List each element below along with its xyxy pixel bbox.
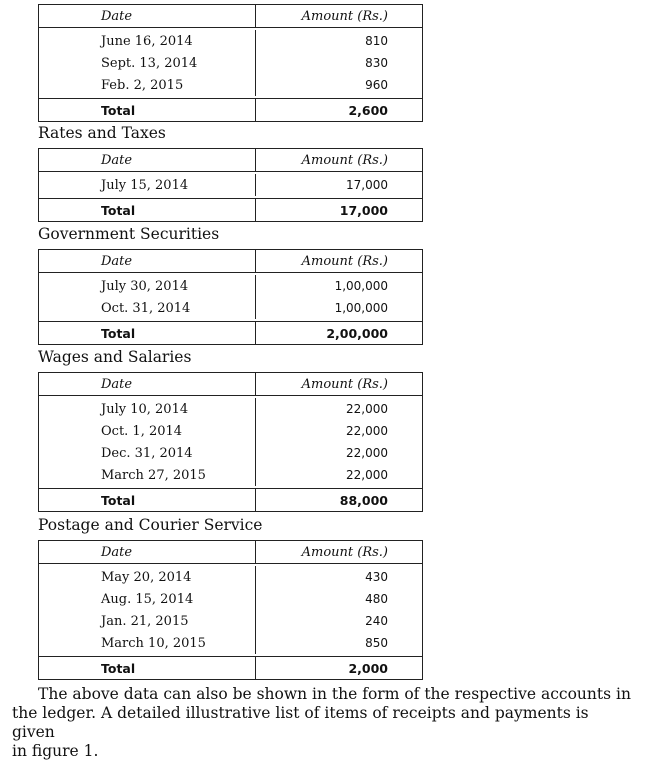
amount-column-header: Amount (Rs.) (301, 544, 388, 560)
date-cell: June 16, 2014 (39, 30, 256, 52)
table-postage-courier (38, 540, 423, 680)
total-amount: 2,00,000 (326, 325, 388, 341)
date-cell: Dec. 31, 2014 (39, 442, 256, 464)
table-header (39, 5, 422, 28)
table-row (39, 420, 422, 442)
total-amount: 88,000 (339, 492, 388, 508)
table-row (39, 275, 422, 297)
body-paragraph (12, 685, 632, 761)
amount-cell: 22,000 (346, 424, 388, 438)
date-column-header: Date (39, 5, 256, 27)
amount-cell: 830 (365, 56, 388, 70)
table-row (39, 174, 422, 196)
table-row (39, 442, 422, 464)
date-cell: Jan. 21, 2015 (39, 610, 256, 632)
total-label: Total (39, 322, 256, 344)
total-row (39, 656, 422, 679)
total-amount: 17,000 (339, 202, 388, 218)
amount-column-header: Amount (Rs.) (301, 253, 388, 269)
total-row (39, 488, 422, 511)
date-cell: Oct. 1, 2014 (39, 420, 256, 442)
section-heading-government-securities: Government Securities (38, 225, 220, 243)
total-label: Total (39, 199, 256, 221)
table-header (39, 250, 422, 273)
paragraph-line: the ledger. A detailed illustrative list of items of receipts and payments is given (12, 704, 589, 741)
amount-cell: 480 (365, 592, 388, 606)
table-row (39, 297, 422, 319)
table-misc (38, 4, 423, 122)
paragraph-line: in figure 1. (12, 742, 99, 760)
table-row (39, 464, 422, 486)
table-row (39, 52, 422, 74)
date-column-header: Date (39, 373, 256, 395)
table-rates-taxes (38, 148, 423, 222)
amount-cell: 240 (365, 614, 388, 628)
table-row (39, 566, 422, 588)
date-column-header: Date (39, 541, 256, 563)
date-cell: Oct. 31, 2014 (39, 297, 256, 319)
total-row (39, 198, 422, 221)
date-cell: July 30, 2014 (39, 275, 256, 297)
table-row (39, 588, 422, 610)
date-cell: Aug. 15, 2014 (39, 588, 256, 610)
table-row (39, 74, 422, 96)
amount-cell: 960 (365, 78, 388, 92)
total-label: Total (39, 489, 256, 511)
table-row (39, 398, 422, 420)
date-cell: March 10, 2015 (39, 632, 256, 654)
amount-column-header: Amount (Rs.) (301, 376, 388, 392)
date-cell: July 15, 2014 (39, 174, 256, 196)
table-row (39, 30, 422, 52)
total-label: Total (39, 657, 256, 679)
date-cell: July 10, 2014 (39, 398, 256, 420)
table-header (39, 373, 422, 396)
amount-column-header: Amount (Rs.) (301, 8, 388, 24)
total-row (39, 321, 422, 344)
date-cell: March 27, 2015 (39, 464, 256, 486)
date-cell: May 20, 2014 (39, 566, 256, 588)
total-row (39, 98, 422, 121)
amount-cell: 22,000 (346, 468, 388, 482)
amount-cell: 430 (365, 570, 388, 584)
amount-cell: 17,000 (346, 178, 388, 192)
table-header (39, 149, 422, 172)
date-column-header: Date (39, 149, 256, 171)
table-row (39, 610, 422, 632)
section-heading-wages-salaries: Wages and Salaries (38, 348, 192, 366)
table-government-securities (38, 249, 423, 345)
paragraph-line: The above data can also be shown in the form of the respective accounts in (38, 685, 631, 703)
section-heading-postage-courier: Postage and Courier Service (38, 516, 263, 534)
date-cell: Feb. 2, 2015 (39, 74, 256, 96)
section-heading-rates-taxes: Rates and Taxes (38, 124, 166, 142)
total-amount: 2,600 (348, 102, 388, 118)
amount-cell: 850 (365, 636, 388, 650)
amount-cell: 810 (365, 34, 388, 48)
total-amount: 2,000 (348, 660, 388, 676)
date-cell: Sept. 13, 2014 (39, 52, 256, 74)
amount-cell: 1,00,000 (334, 301, 388, 315)
total-label: Total (39, 99, 256, 121)
table-header (39, 541, 422, 564)
amount-column-header: Amount (Rs.) (301, 152, 388, 168)
date-column-header: Date (39, 250, 256, 272)
amount-cell: 1,00,000 (334, 279, 388, 293)
table-row (39, 632, 422, 654)
amount-cell: 22,000 (346, 446, 388, 460)
table-wages-salaries (38, 372, 423, 512)
amount-cell: 22,000 (346, 402, 388, 416)
